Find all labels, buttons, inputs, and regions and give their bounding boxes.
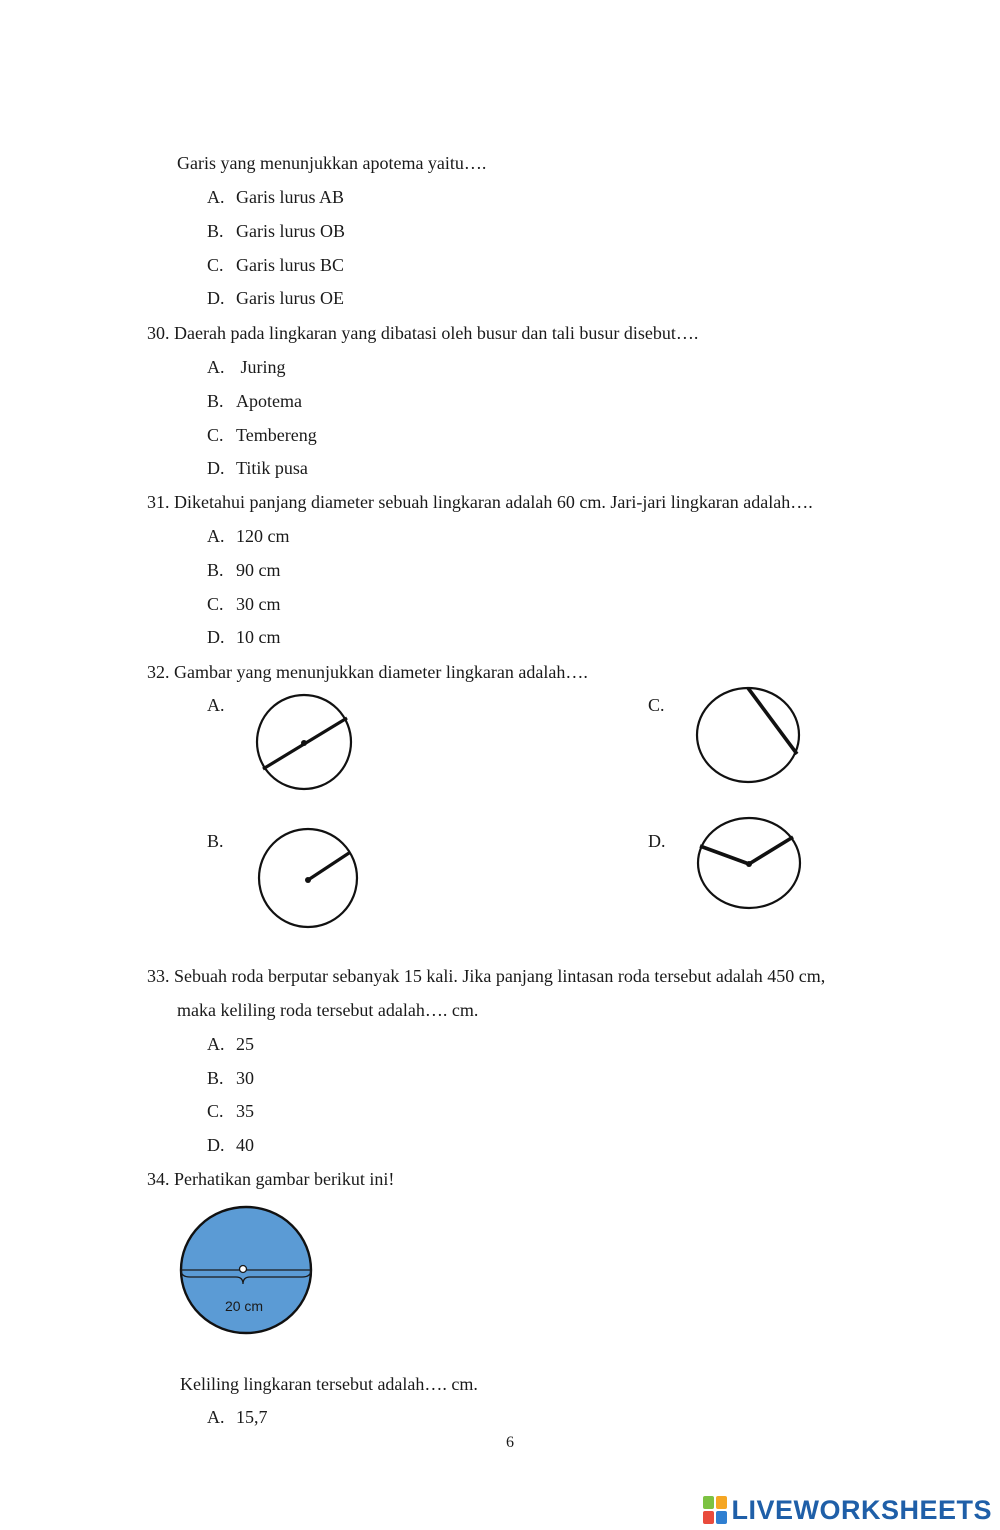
q29-stem: Garis yang menunjukkan apotema yaitu….	[177, 153, 487, 173]
liveworksheets-logo-icon	[703, 1496, 727, 1524]
q29-option-b[interactable]: B. Garis lurus OB	[207, 221, 345, 241]
radius-line	[308, 853, 349, 880]
q31-option-a[interactable]: A. 120 cm	[207, 526, 290, 546]
q34-question: Keliling lingkaran tersebut adalah…. cm.	[180, 1374, 478, 1394]
q33-option-d[interactable]: D. 40	[207, 1135, 254, 1155]
q32-option-b-label[interactable]: B.	[207, 831, 224, 851]
q29-option-a[interactable]: A. Garis lurus AB	[207, 187, 344, 207]
q34-stem: 34. Perhatikan gambar berikut ini!	[147, 1169, 395, 1189]
brand-name: LIVEWORKSHEETS	[731, 1494, 992, 1525]
q32-stem: 32. Gambar yang menunjukkan diameter lingkaran adalah….	[147, 662, 588, 682]
chord-line	[748, 688, 797, 754]
q32-figure-b[interactable]	[252, 826, 362, 930]
q32-figure-d[interactable]	[693, 814, 805, 914]
center-point	[746, 861, 752, 867]
page-number: 6	[506, 1434, 514, 1451]
q33-option-b[interactable]: B. 30	[207, 1068, 254, 1088]
q33-stem-line2: maka keliling roda tersebut adalah…. cm.	[177, 1000, 479, 1020]
q30-option-b[interactable]: B. Apotema	[207, 391, 302, 411]
q31-option-d[interactable]: D. 10 cm	[207, 627, 281, 647]
q31-stem: 31. Diketahui panjang diameter sebuah lingkaran adalah 60 cm. Jari-jari lingkaran adalah….	[147, 492, 813, 512]
diameter-label: 20 cm	[224, 1298, 264, 1314]
liveworksheets-brand[interactable]	[703, 1494, 992, 1526]
radius-line-left	[700, 846, 749, 864]
q34-circle-figure	[176, 1203, 316, 1339]
q34-option-a[interactable]: A. 15,7	[207, 1407, 268, 1427]
q31-option-b[interactable]: B. 90 cm	[207, 560, 281, 580]
center-point	[305, 877, 311, 883]
q31-option-c[interactable]: C. 30 cm	[207, 594, 281, 614]
q32-option-c-label[interactable]: C.	[648, 695, 665, 715]
q30-option-a[interactable]: A. Juring	[207, 357, 286, 377]
q29-option-c[interactable]: C. Garis lurus BC	[207, 255, 344, 275]
q32-option-a-label[interactable]: A.	[207, 695, 225, 715]
q32-figure-a[interactable]	[250, 690, 360, 794]
q29-option-d[interactable]: D. Garis lurus OE	[207, 288, 344, 308]
center-point	[240, 1266, 247, 1273]
q30-stem: 30. Daerah pada lingkaran yang dibatasi oleh busur dan tali busur disebut….	[147, 323, 699, 343]
q32-figure-c[interactable]	[694, 684, 806, 788]
q33-stem-line1: 33. Sebuah roda berputar sebanyak 15 kali. Jika panjang lintasan roda tersebut adalah 450 cm,	[147, 966, 826, 986]
q30-option-d[interactable]: D. Titik pusa	[207, 458, 308, 478]
center-point	[301, 740, 307, 746]
q33-option-a[interactable]: A. 25	[207, 1034, 254, 1054]
q33-option-c[interactable]: C. 35	[207, 1101, 254, 1121]
radius-line-right	[749, 837, 793, 864]
q30-option-c[interactable]: C. Tembereng	[207, 425, 317, 445]
q32-option-d-label[interactable]: D.	[648, 831, 666, 851]
